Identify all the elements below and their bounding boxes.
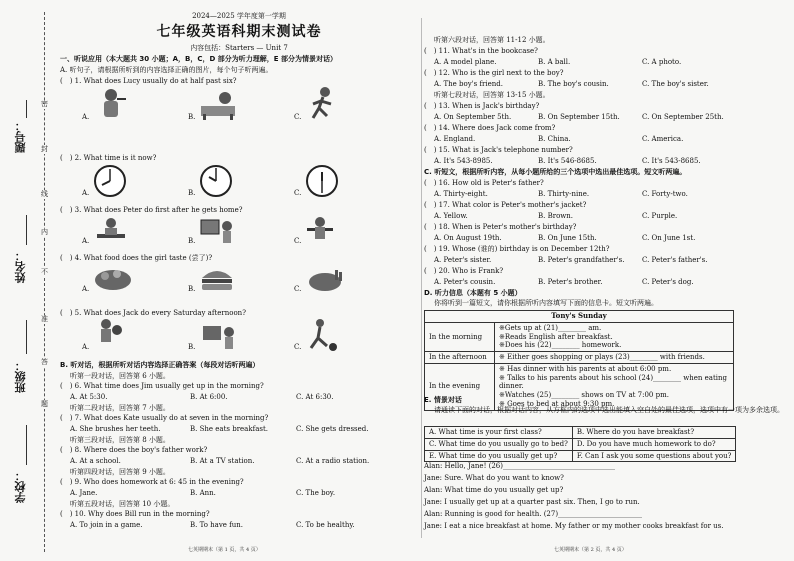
option-b-picture[interactable]: B. bbox=[188, 322, 294, 352]
option-b[interactable]: B. To have fun. bbox=[190, 521, 243, 529]
option-a-picture[interactable]: A. bbox=[82, 264, 188, 294]
page-title: 七年级英语科期末测试卷 bbox=[156, 24, 322, 40]
info-line: ※ Has dinner with his parents at about 6:00 pm. bbox=[499, 364, 672, 373]
binding-margin bbox=[0, 0, 58, 561]
q2-pictures bbox=[82, 164, 339, 198]
q10-options bbox=[70, 521, 355, 530]
option-b[interactable]: B. Peter's grandfather's. bbox=[538, 256, 625, 264]
option-b[interactable]: B. Ann. bbox=[190, 489, 216, 497]
row-content bbox=[495, 322, 734, 351]
section-e-heading: E. 情景对话 bbox=[424, 396, 462, 404]
option-b[interactable]: B. Thirty-nine. bbox=[538, 190, 590, 198]
option-c[interactable]: C. A photo. bbox=[642, 58, 682, 66]
blank-25-line[interactable]: ※Watches (25)________ shows on TV at 7:00 pm. bbox=[499, 391, 669, 399]
seal-char: 封 bbox=[41, 145, 48, 153]
option-b-picture[interactable]: B. bbox=[188, 86, 294, 122]
option-c[interactable]: C. On September 25th. bbox=[642, 113, 724, 121]
row-label: In the evening bbox=[425, 363, 495, 410]
question-4: ( ) 4. What food does the girl taste (尝了)? bbox=[60, 254, 213, 262]
option-c[interactable]: C. It's 543-8685. bbox=[642, 157, 701, 165]
content-scope: 内容包括：Starters — Unit 7 bbox=[190, 44, 288, 52]
q5-pictures bbox=[82, 318, 339, 352]
table-row bbox=[425, 322, 734, 351]
question-11: ( ) 11. What's in the bookcase? bbox=[424, 47, 538, 55]
option-a[interactable]: A. The boy's friend. bbox=[434, 80, 503, 88]
seal-char: 题 bbox=[41, 400, 48, 408]
option-c-picture[interactable]: C. bbox=[294, 86, 341, 122]
dialog-intro: 听第一段对话，回答第 6 小题。 bbox=[70, 372, 170, 380]
option-c[interactable]: C. The boy. bbox=[296, 489, 336, 497]
option-a[interactable]: A. At a school. bbox=[70, 457, 121, 465]
page-two bbox=[424, 0, 790, 561]
blank-24-line[interactable]: ※ Talks to his parents about his school (24)________ when eating dinner. bbox=[499, 373, 728, 391]
clock-icon bbox=[199, 164, 233, 198]
table-title: Tony's Sunday bbox=[425, 311, 734, 323]
part-heading: 一、听说应用（本大题共 30 小题；A，B，C，D 部分为听力理解，E 部分为情景对话） bbox=[60, 55, 337, 63]
page-footer: 七英期期末（第 1 页，共 4 页） bbox=[188, 546, 261, 553]
q12-options bbox=[434, 80, 709, 89]
field-question-number: 题号： bbox=[14, 120, 27, 153]
dialog-intro: 听第四段对话，回答第 9 小题。 bbox=[70, 468, 170, 476]
info-line: ※Reads English after breakfast. bbox=[499, 332, 613, 341]
q16-options bbox=[434, 190, 688, 199]
page-footer: 七英期期末（第 2 页，共 4 页） bbox=[554, 546, 627, 553]
option-b[interactable]: B. Peter's brother. bbox=[538, 278, 603, 286]
field-line bbox=[26, 100, 27, 118]
salad-bowl-icon bbox=[93, 264, 133, 294]
question-18: ( ) 18. When is Peter's mother's birthday? bbox=[424, 223, 577, 231]
option-b[interactable]: B. She eats breakfast. bbox=[190, 425, 268, 433]
question-2: ( ) 2. What time is it now? bbox=[60, 154, 157, 162]
dialog-line-26[interactable]: Alan: Hello, Jane! (26)________________________________ bbox=[424, 462, 615, 470]
q17-options bbox=[434, 212, 677, 221]
running-icon bbox=[305, 86, 341, 122]
q15-options bbox=[434, 157, 701, 166]
option-c-picture[interactable]: C. bbox=[294, 264, 345, 294]
dialog-intro: 听第六段对话，回答第 11-12 小题。 bbox=[434, 36, 550, 44]
choice-a: A. What time is your first class? bbox=[425, 427, 573, 439]
option-b-picture[interactable]: B. bbox=[188, 216, 294, 246]
field-class: 班级： bbox=[14, 360, 27, 393]
seal-char: 密 bbox=[41, 100, 48, 108]
option-a[interactable]: A. Yellow. bbox=[434, 212, 468, 220]
option-a[interactable]: A. It's 543-8985. bbox=[434, 157, 493, 165]
option-b[interactable]: B. At 6:00. bbox=[190, 393, 228, 401]
field-line bbox=[26, 320, 27, 354]
option-b-picture[interactable]: B. bbox=[188, 164, 294, 198]
field-line bbox=[26, 215, 27, 245]
playing-football-icon bbox=[305, 318, 339, 352]
info-line: ※ Goes to bed at about 9:30 pm. bbox=[499, 399, 615, 408]
option-c[interactable]: C. At 6:30. bbox=[296, 393, 334, 401]
option-c[interactable]: C. Peter's dog. bbox=[642, 278, 694, 286]
question-12: ( ) 12. Who is the girl next to the boy? bbox=[424, 69, 564, 77]
row-content bbox=[495, 363, 734, 410]
question-8: ( ) 8. Where does the boy's father work? bbox=[60, 446, 208, 454]
seal-char: 内 bbox=[41, 228, 48, 236]
seal-char: 不 bbox=[41, 268, 48, 276]
option-c-picture[interactable]: C. bbox=[294, 164, 339, 198]
option-a-picture[interactable]: A. bbox=[82, 86, 188, 122]
q7-options bbox=[70, 425, 369, 434]
q20-options bbox=[434, 278, 694, 287]
q11-options bbox=[434, 58, 681, 67]
option-a[interactable]: A. A model plane. bbox=[434, 58, 497, 66]
question-13: ( ) 13. When is Jack's birthday? bbox=[424, 102, 540, 110]
option-a[interactable]: A. On September 5th. bbox=[434, 113, 512, 121]
option-a[interactable]: A. To join in a game. bbox=[70, 521, 143, 529]
question-17: ( ) 17. What color is Peter's mother's jacket? bbox=[424, 201, 587, 209]
getting-up-icon bbox=[199, 86, 239, 122]
dialog-line: Jane: I eat a nice breakfast at home. My father or my mother cooks breakfast for us. bbox=[424, 522, 724, 530]
choice-c: C. What time do you usually go to bed? bbox=[425, 438, 573, 450]
choice-e: E. What time do you usually get up? bbox=[425, 450, 573, 462]
option-a[interactable]: A. Peter's cousin. bbox=[434, 278, 496, 286]
dialog-intro: 听第五段对话，回答第 10 小题。 bbox=[70, 500, 175, 508]
clock-icon bbox=[93, 164, 127, 198]
choice-d: D. Do you have much homework to do? bbox=[572, 438, 736, 450]
option-a[interactable]: A. She brushes her teeth. bbox=[70, 425, 161, 433]
playing-computer-icon bbox=[199, 322, 239, 352]
option-b-picture[interactable]: B. bbox=[188, 264, 294, 294]
seal-char: 线 bbox=[41, 190, 48, 198]
dialog-line: Jane: Sure. What do you want to know? bbox=[424, 474, 564, 482]
option-a[interactable]: A. Thirty-eight. bbox=[434, 190, 488, 198]
option-c-picture[interactable]: C. bbox=[294, 318, 339, 352]
question-5: ( ) 5. What does Jack do every Saturday afternoon? bbox=[60, 309, 246, 317]
watching-tv-icon bbox=[199, 216, 235, 246]
field-name: 姓名： bbox=[14, 250, 27, 283]
blank-22-line[interactable]: ※Does his (22)________ homework. bbox=[499, 341, 622, 350]
option-a[interactable]: A. At 5:30. bbox=[70, 393, 108, 401]
info-card-table bbox=[424, 310, 734, 411]
option-c[interactable]: C. To be healthy. bbox=[296, 521, 355, 529]
dialog-intro: 听第七段对话，回答第 13-15 小题。 bbox=[434, 91, 550, 99]
q4-pictures bbox=[82, 264, 345, 294]
option-a-picture[interactable]: A. bbox=[82, 164, 188, 198]
q1-pictures bbox=[82, 86, 341, 122]
dialog-intro: 听第三段对话，回答第 8 小题。 bbox=[70, 436, 170, 444]
seal-char: 答 bbox=[41, 358, 48, 366]
option-c[interactable]: C. On June 1st. bbox=[642, 234, 696, 242]
q6-options bbox=[70, 393, 333, 402]
brushing-teeth-icon bbox=[93, 86, 129, 122]
q19-options bbox=[434, 256, 707, 265]
choice-f: F. Can I ask you some questions about you? bbox=[572, 450, 736, 462]
exercising-icon bbox=[305, 216, 335, 246]
option-a-picture[interactable]: A. bbox=[82, 318, 188, 352]
option-b[interactable]: B. On September 15th. bbox=[538, 113, 620, 121]
option-c[interactable]: C. Forty-two. bbox=[642, 190, 688, 198]
q14-options bbox=[434, 135, 683, 144]
section-a-instructions: A. 听句子，请根据所听到的内容选择正确的图片，每个句子听两遍。 bbox=[60, 66, 273, 74]
option-c[interactable]: C. America. bbox=[642, 135, 684, 143]
blank-21-line[interactable]: ※Gets up at (21)________ am. bbox=[499, 323, 602, 332]
option-a[interactable]: A. On August 19th. bbox=[434, 234, 502, 242]
question-1: ( ) 1. What does Lucy usually do at half past six? bbox=[60, 77, 237, 85]
row-label: In the morning bbox=[425, 322, 495, 351]
q18-options bbox=[434, 234, 695, 243]
option-b[interactable]: B. A ball. bbox=[538, 58, 571, 66]
seal-char: 准 bbox=[41, 315, 48, 323]
roast-chicken-icon bbox=[305, 264, 345, 294]
section-b-instructions: B. 听对话，根据所听对话内容选择正确答案（每段对话听两遍） bbox=[60, 361, 260, 369]
question-6: ( ) 6. What time does Jim usually get up in the morning? bbox=[60, 382, 264, 390]
question-15: ( ) 15. What is Jack's telephone number? bbox=[424, 146, 573, 154]
hamburger-icon bbox=[199, 264, 235, 294]
choice-b: B. Where do you have breakfast? bbox=[572, 427, 736, 439]
field-school: 学校： bbox=[14, 470, 27, 503]
option-a-picture[interactable]: A. bbox=[82, 216, 188, 246]
table-row bbox=[425, 363, 734, 410]
dialog-line: Jane: I usually get up at a quarter past six. Then, I go to run. bbox=[424, 498, 640, 506]
dialog-intro: 听第二段对话，回答第 7 小题。 bbox=[70, 404, 170, 412]
blank-23-line[interactable]: ※ Either goes shopping or plays (23)________ with friends. bbox=[495, 352, 734, 364]
option-c[interactable]: C. She gets dressed. bbox=[296, 425, 369, 433]
term-subtitle: 2024—2025 学年度第一学期 bbox=[192, 12, 286, 20]
q13-options bbox=[434, 113, 724, 122]
option-c[interactable]: C. Peter's father's. bbox=[642, 256, 708, 264]
table-row bbox=[425, 352, 734, 364]
question-9: ( ) 9. Who does homework at 6: 45 in the evening? bbox=[60, 478, 244, 486]
option-b[interactable]: B. It's 546-8685. bbox=[538, 157, 597, 165]
row-label: In the afternoon bbox=[425, 352, 495, 364]
q3-pictures bbox=[82, 216, 335, 246]
q9-options bbox=[70, 489, 335, 498]
option-b[interactable]: B. At a TV station. bbox=[190, 457, 255, 465]
option-b[interactable]: B. Brown. bbox=[538, 212, 574, 220]
field-line bbox=[26, 425, 27, 465]
option-c[interactable]: C. Purple. bbox=[642, 212, 678, 220]
option-a[interactable]: A. Jane. bbox=[70, 489, 98, 497]
question-10: ( ) 10. Why does Bill run in the morning? bbox=[60, 510, 210, 518]
question-20: ( ) 20. Who is Frank? bbox=[424, 267, 504, 275]
option-c[interactable]: C. The boy's sister. bbox=[642, 80, 709, 88]
question-16: ( ) 16. How old is Peter's father? bbox=[424, 179, 544, 187]
page-one bbox=[58, 0, 420, 561]
section-d-instructions: 你将听到一篇短文，请你根据所听内容填写下面的信息卡。短文听两遍。 bbox=[434, 299, 658, 307]
section-c-instructions: C. 听短文，根据所听内容，从每小题所给的三个选项中选出最佳选项。短文听两遍。 bbox=[424, 168, 687, 176]
option-c-picture[interactable]: C. bbox=[294, 216, 335, 246]
option-b[interactable]: B. On June 15th. bbox=[538, 234, 597, 242]
dialog-line-27[interactable]: Alan: Running is good for health. (27)________________________ bbox=[424, 510, 643, 518]
section-e-instructions: 请通读下面的对话，根据对话内容，从方框内的选项中选出能填入空白处的最佳选项，选项中有一项为多余选项。 bbox=[434, 406, 784, 414]
seal-line bbox=[44, 12, 45, 552]
option-a[interactable]: A. England. bbox=[434, 135, 476, 143]
question-19: ( ) 19. Whose (谁的) birthday is on December 12th? bbox=[424, 245, 610, 253]
question-14: ( ) 14. Where does Jack come from? bbox=[424, 124, 556, 132]
option-b[interactable]: B. China. bbox=[538, 135, 571, 143]
clock-icon bbox=[305, 164, 339, 198]
dialog-line: Alan: What time do you usually get up? bbox=[424, 486, 564, 494]
playing-basketball-icon bbox=[93, 318, 123, 352]
doing-homework-icon bbox=[93, 216, 129, 246]
question-3: ( ) 3. What does Peter do first after he gets home? bbox=[60, 206, 243, 214]
question-7: ( ) 7. What does Kate usually do at seven in the morning? bbox=[60, 414, 269, 422]
choice-box bbox=[424, 426, 736, 462]
option-a[interactable]: A. Peter's sister. bbox=[434, 256, 492, 264]
q8-options bbox=[70, 457, 369, 466]
section-d-heading: D. 听力信息（本题有 5 小题） bbox=[424, 289, 522, 297]
option-b[interactable]: B. The boy's cousin. bbox=[538, 80, 609, 88]
option-c[interactable]: C. At a radio station. bbox=[296, 457, 370, 465]
column-divider bbox=[421, 18, 422, 538]
